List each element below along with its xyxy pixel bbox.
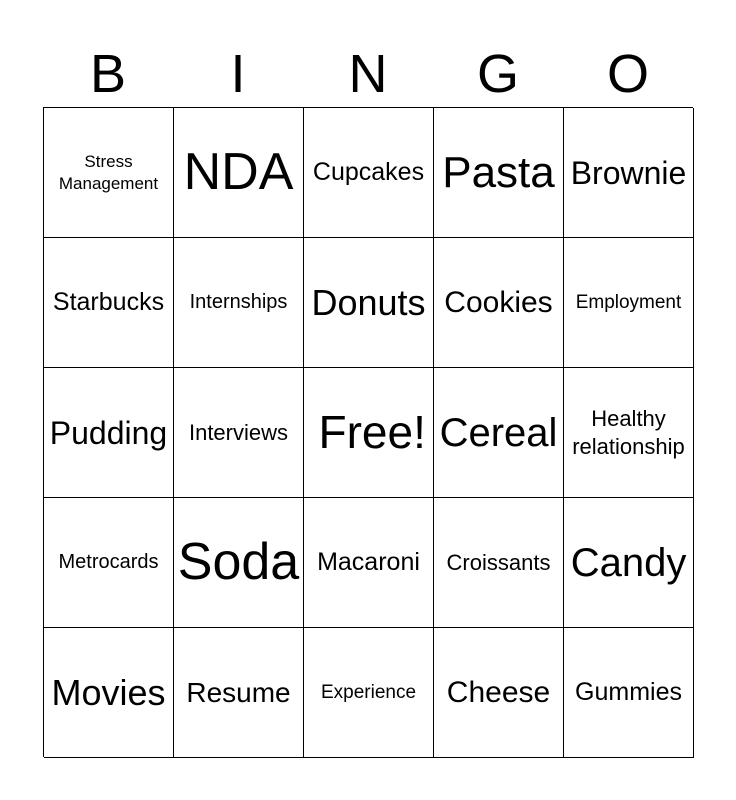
cell-label: Metrocards xyxy=(58,551,159,573)
bingo-cell[interactable] xyxy=(174,238,304,368)
bingo-cell[interactable] xyxy=(44,628,174,758)
header-letter-g: G xyxy=(476,44,519,104)
bingo-cell[interactable] xyxy=(44,108,174,238)
bingo-board xyxy=(43,107,693,757)
bingo-cell[interactable] xyxy=(434,108,564,238)
bingo-cell[interactable] xyxy=(564,368,694,498)
cell-label: Candy xyxy=(570,540,687,585)
cell-label: Resume xyxy=(186,677,291,708)
bingo-cell[interactable] xyxy=(434,498,564,628)
cell-label: Movies xyxy=(51,672,166,713)
cell-label: Cheese xyxy=(446,675,551,709)
bingo-cell[interactable] xyxy=(564,628,694,758)
cell-label: Pasta xyxy=(442,148,555,197)
cell-label: Healthy relationship xyxy=(572,406,685,459)
bingo-cell[interactable] xyxy=(564,238,694,368)
cell-label: Internships xyxy=(189,291,288,313)
bingo-cell[interactable] xyxy=(564,498,694,628)
bingo-cell[interactable] xyxy=(174,368,304,498)
bingo-cell[interactable] xyxy=(44,498,174,628)
bingo-cell[interactable] xyxy=(434,238,564,368)
cell-label: Donuts xyxy=(311,282,426,323)
cell-label: Employment xyxy=(575,291,682,313)
header-letter-i: I xyxy=(230,44,246,104)
cell-label: Cupcakes xyxy=(312,157,425,186)
header-letter-b: B xyxy=(89,44,127,104)
bingo-cell[interactable] xyxy=(434,368,564,498)
cell-label: Cereal xyxy=(439,410,558,455)
bingo-cell[interactable] xyxy=(174,108,304,238)
cell-label: Brownie xyxy=(570,154,687,191)
cell-label: Croissants xyxy=(446,549,551,575)
cell-label: Soda xyxy=(177,533,300,591)
bingo-header xyxy=(43,42,693,106)
bingo-cell[interactable] xyxy=(174,628,304,758)
cell-label: Gummies xyxy=(575,677,682,706)
bingo-cell[interactable] xyxy=(174,498,304,628)
header-letter-o: O xyxy=(606,44,649,104)
cell-label: Experience xyxy=(320,681,417,703)
free-space-cell[interactable] xyxy=(304,368,434,498)
cell-label: Starbucks xyxy=(52,287,165,316)
header-letter-n: N xyxy=(348,44,388,104)
cell-label: Macaroni xyxy=(317,547,420,576)
cell-label: Interviews xyxy=(188,419,289,445)
bingo-cell[interactable] xyxy=(44,368,174,498)
cell-label: Cookies xyxy=(444,285,553,319)
bingo-cell[interactable] xyxy=(304,628,434,758)
cell-label: Stress Management xyxy=(58,152,159,193)
cell-label: NDA xyxy=(183,143,294,201)
bingo-cell[interactable] xyxy=(304,238,434,368)
bingo-cell[interactable] xyxy=(304,108,434,238)
cell-label: Free! xyxy=(318,405,426,458)
bingo-cell[interactable] xyxy=(304,498,434,628)
bingo-cell[interactable] xyxy=(434,628,564,758)
cell-label: Pudding xyxy=(49,414,168,451)
bingo-cell[interactable] xyxy=(44,238,174,368)
bingo-cell[interactable] xyxy=(564,108,694,238)
